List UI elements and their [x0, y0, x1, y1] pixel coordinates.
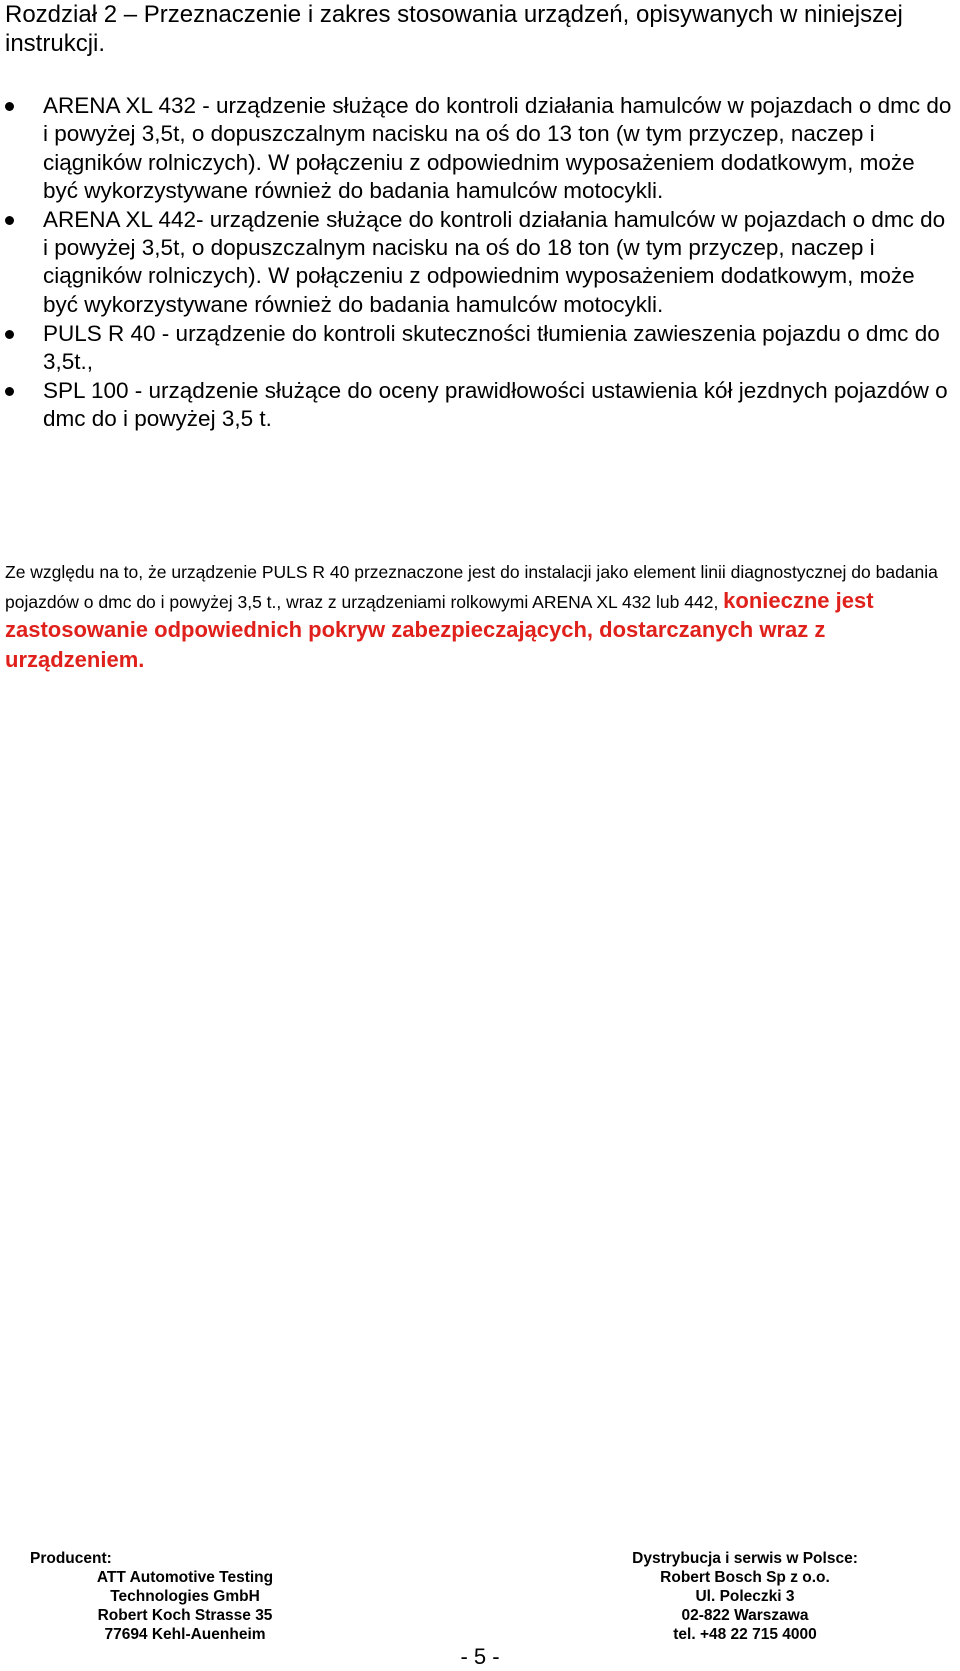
distributor-heading: Dystrybucja i serwis w Polsce: [632, 1550, 858, 1567]
producer-line: Technologies GmbH [110, 1588, 260, 1605]
producer-line: Robert Koch Strasse 35 [97, 1607, 273, 1624]
producer-info [30, 1549, 340, 1644]
safety-note [5, 559, 955, 675]
device-list [0, 92, 960, 434]
device-description: SPL 100 - urządzenie służące do oceny prawidłowości ustawienia kół jezdnych pojazdów o dmc do i powyżej 3,5 t. [43, 377, 948, 432]
bullet-icon [5, 216, 14, 225]
chapter-title: Rozdział 2 – Przeznaczenie i zakres stosowania urządzeń, opisywanych w niniejszej instrukcji. [5, 1, 903, 57]
device-list-item [0, 320, 955, 377]
bullet-icon [5, 102, 14, 111]
device-description: ARENA XL 432 - urządzenie służące do kontroli działania hamulców w pojazdach o dmc do i powyżej 3,5t, o dopuszczalnym nacisku na oś do 13 ton (w tym przyczep, naczep i ciągników rolniczych). W połączeniu z odpowiednim wyposażeniem dodatkowym, może być wykorzystywane również do badania hamulców motocykli. [43, 93, 952, 203]
device-list-item [0, 377, 955, 434]
distributor-line: tel. +48 22 715 4000 [673, 1626, 817, 1643]
device-list-item [0, 92, 955, 205]
device-description: ARENA XL 442- urządzenie służące do kontroli działania hamulców w pojazdach o dmc do i powyżej 3,5t, o dopuszczalnym nacisku na oś do 18 ton (w tym przyczep, naczep i ciągników rolniczych). W połączeniu z odpowiednim wyposażeniem dodatkowym, może być wykorzystywane również do badania hamulców motocykli. [43, 206, 946, 317]
bullet-icon [5, 330, 14, 339]
page-number: - 5 - [460, 1644, 500, 1669]
bullet-icon [5, 387, 14, 396]
safety-warning: konieczne jest zastosowanie odpowiednich pokryw zabezpieczających, dostarczanych wraz z urządzeniem. [5, 587, 874, 672]
safety-note-text: Ze względu na to, że urządzenie PULS R 40 przeznaczone jest do instalacji jako element linii diagnostycznej do badania pojazdów o dmc do i powyżej 3,5 t., wraz z urządzeniami rolkowymi ARENA XL 432 lub 442, [5, 562, 938, 612]
producer-heading: Producent: [30, 1550, 112, 1567]
distributor-line: Robert Bosch Sp z o.o. [660, 1569, 830, 1586]
producer-line: 77694 Kehl-Auenheim [104, 1626, 266, 1643]
device-description: PULS R 40 - urządzenie do kontroli skuteczności tłumienia zawieszenia pojazdu o dmc do 3,5t., [43, 320, 940, 374]
producer-line: ATT Automotive Testing [96, 1569, 274, 1586]
distributor-info [600, 1549, 890, 1644]
distributor-line: 02-822 Warszawa [681, 1607, 809, 1624]
device-list-item [0, 206, 955, 319]
distributor-line: Ul. Poleczki 3 [695, 1588, 795, 1605]
